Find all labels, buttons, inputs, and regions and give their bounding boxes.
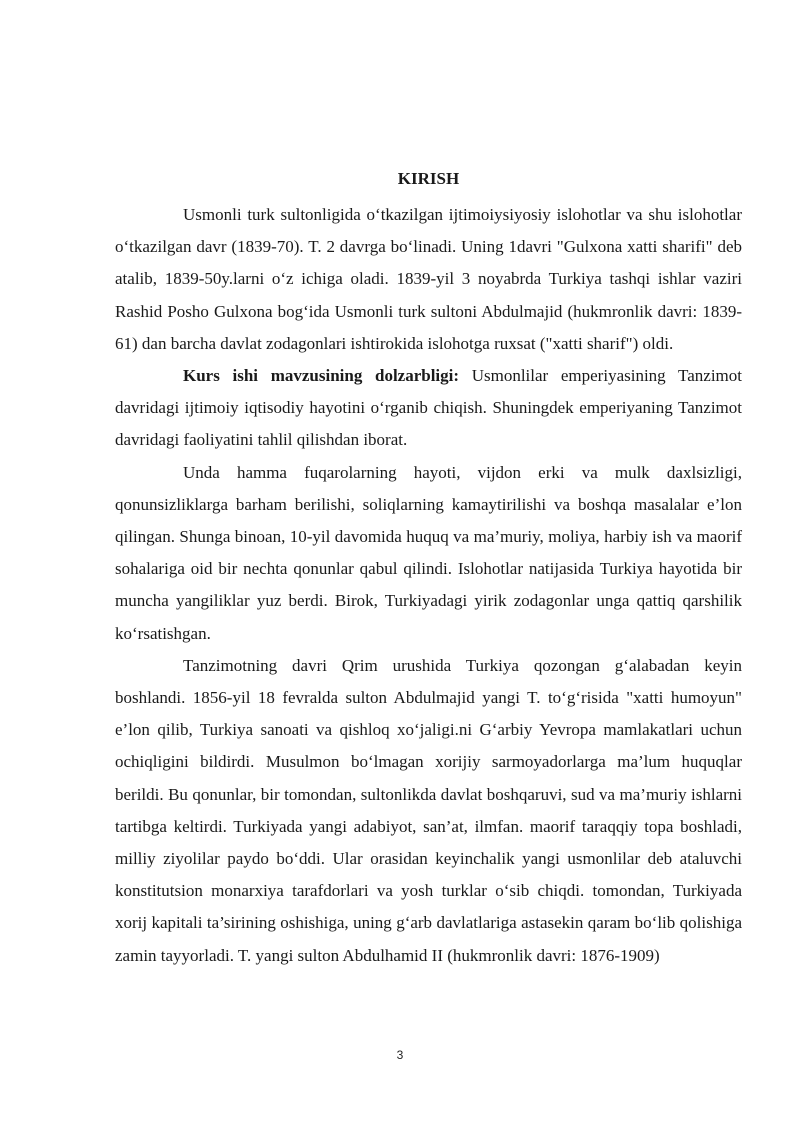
page-number: 3 bbox=[396, 1048, 404, 1062]
paragraph-relevance bbox=[115, 360, 742, 457]
paragraph-lead: Kurs ishi mavzusining dolzarbligi: bbox=[183, 366, 460, 386]
paragraph-intro bbox=[115, 199, 742, 360]
paragraph-text: Unda hamma fuqarolarning hayoti, vijdon erki va mulk daxlsizligi, qonunsizliklarga barham berilishi, soliqlarning kamaytirilishi va boshqa masalalar e’lon qilingan. Shunga binoan, 10-yil davomida huquq va ma’muriy, moliya, harbiy ish va maorif sohalariga oid bir nechta qonunlar qabul qilindi. Islohotlar natijasida Turkiya hayotida bir muncha yangiliklar yuz berdi. Birok, Turkiyadagi yirik zodagonlar unga qattiq qarshilik ko‘rsatishgan. bbox=[115, 462, 742, 643]
paragraph-text: Usmonli turk sultonligida o‘tkazilgan ijtimoiysiyosiy islohotlar va shu islohotlar o‘tkazilgan davr (1839-70). T. 2 davrga bo‘linadi. Uning 1davri "Gulxona xatti sharifi" deb atalib, 1839-50y.larni o‘z ichiga oladi. 1839-yil 3 noyabrda Turkiya tashqi ishlar vaziri Rashid Posho Gulxona bog‘ida Usmonli turk sultoni Abdulmajid (hukmronlik davri: 1839-61) dan barcha davlat zodagonlari ishtirokida islohotga ruxsat ("xatti sharif") oldi. bbox=[115, 205, 742, 353]
paragraph-text: Usmonlilar emperiyasining Tanzimot davridagi ijtimoiy iqtisodiy hayotini o‘rganib chiqish. Shuningdek emperiyaning Tanzimot davridagi faoliyatini tahlil qilishdan iborat. bbox=[115, 366, 742, 450]
paragraph-tanzimat bbox=[115, 650, 742, 972]
paragraph-reforms bbox=[115, 457, 742, 650]
document-page bbox=[115, 167, 742, 972]
paragraph-text: Tanzimotning davri Qrim urushida Turkiya qozongan g‘alabadan keyin boshlandi. 1856-yil 18 fevralda sulton Abdulmajid yangi T. to‘g‘risida "xatti humoyun" e’lon qilib, Turkiya sanoati va qishloq xo‘jaligi.ni G‘arbiy Yevropa mamlakatlari uchun ochiqligini bildirdi. Musulmon bo‘lmagan xorijiy sarmoyadorlarga ma’lum huquqlar berildi. Bu qonunlar, bir tomondan, sultonlikda davlat boshqaruvi, sud va ma’muriy ishlarni tartibga keltirdi. Turkiyada yangi adabiyot, san’at, ilmfan. maorif taraqqiy topa boshladi, milliy ziyolilar paydo bo‘ddi. Ular orasidan keyinchalik yangi usmonlilar deb ataluvchi konstitutsion monarxiya tarafdorlari va yosh turklar o‘sib chiqdi. tomondan, Turkiyada xorij kapitali ta’sirining oshishiga, uning g‘arb davlatlariga astasekin qaram bo‘lib qolishiga zamin tayyorladi. T. yangi sulton Abdulhamid II (hukmronlik davri: 1876-1909) bbox=[115, 655, 742, 965]
section-heading: KIRISH bbox=[397, 169, 460, 188]
